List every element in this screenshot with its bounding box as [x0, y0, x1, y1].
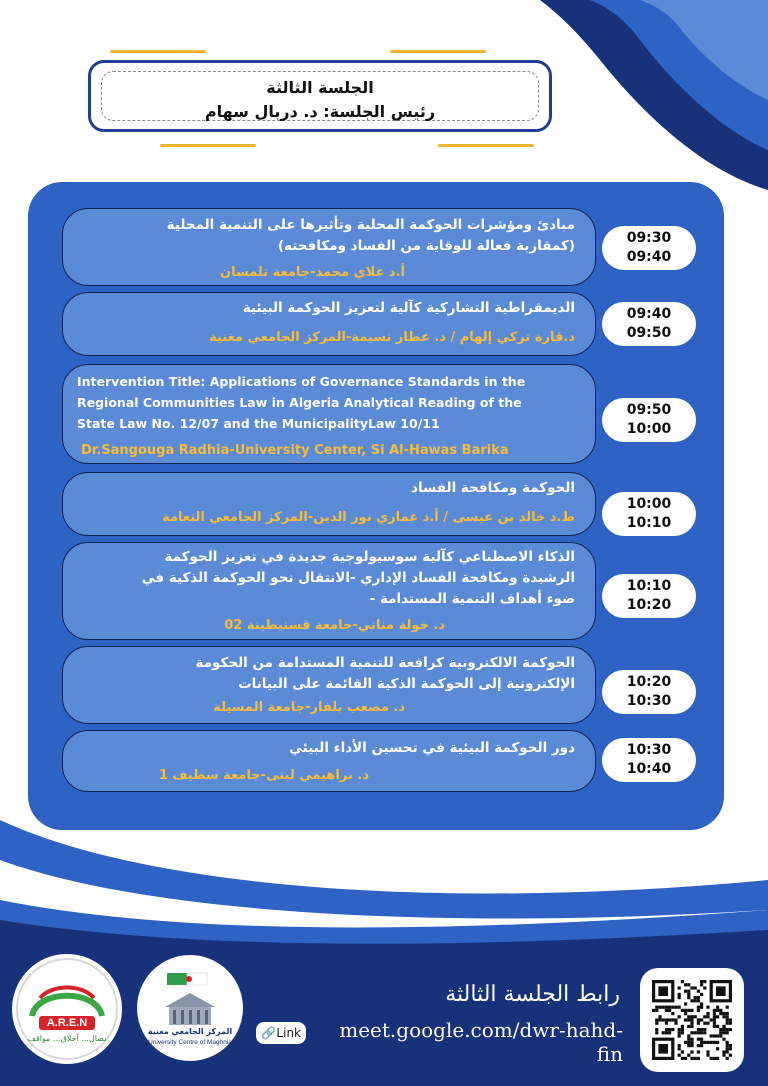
- header-deco-line: [110, 50, 206, 53]
- session-item: [62, 542, 596, 640]
- university-centre-logo: [134, 952, 246, 1064]
- link-badge[interactable]: 🔗 Link: [256, 1022, 306, 1044]
- session-item-title: الحوكمة الالكترونية كرافعة للتنمية المستدامة من الحكومة الإلكترونية إلى الحوكمة الذكية القائمة على البيانات: [195, 655, 575, 692]
- aren-logo-motto: نضال... أخلاق... مواقف: [27, 1034, 107, 1043]
- session-item: [62, 292, 596, 356]
- session-item: [62, 730, 596, 792]
- qr-code-frame: [640, 968, 744, 1072]
- header-deco-line: [438, 144, 534, 147]
- session-item-title: الحوكمة ومكافحة الفساد: [411, 480, 575, 496]
- qr-code[interactable]: [652, 980, 732, 1060]
- session-item-title: الذكاء الاصطناعي كآلية سوسيولوجية جديدة في تعزيز الحوكمة الرشيدة ومكافحة الفساد الإداري -الانتقال نحو الحوكمة الذكية في ضوء أهداف التنمية المستدامة -: [141, 549, 575, 607]
- meet-link-url[interactable]: meet.google.com/dwr-hahd-fin: [339, 1018, 623, 1066]
- session-item-title: دور الحوكمة البيئية في تحسين الأداء البيئي: [289, 740, 575, 756]
- session-item-title: Intervention Title: Applications of Governance Standards in the Regional Communities Law in Algeria Analytical Reading of the State Law No. 12/07 and the MunicipalityLaw 10/11: [77, 374, 526, 431]
- session-item-speaker: Dr.Sangouga Radhia-University Center, Si Al-Hawas Barika: [81, 443, 509, 458]
- university-logo-ar: المركز الجامعي مغنية: [147, 1027, 233, 1036]
- aren-logo-text: A.R.E.N: [46, 1017, 88, 1029]
- session-item-title: مبادئ ومؤشرات الحوكمة المحلية وتأثيرها على التنمية المحلية (كمقاربة فعالة للوقاية من الفساد ومكافحته): [166, 217, 575, 254]
- session-time-slot: 10:30 10:40: [602, 738, 696, 782]
- header-deco-line: [390, 50, 486, 53]
- header-deco-line: [160, 144, 256, 147]
- session-item-speaker: د. مصعب بلفار-جامعة المسيلة: [213, 700, 405, 715]
- session-title: الجلسة الثالثة: [266, 78, 374, 97]
- session-time-slot: 09:40 09:50: [602, 302, 696, 346]
- session-item-speaker: ط.د خالد بن عيسى / أ.د عماري نور الدين-المركز الجامعي النعامة: [162, 510, 575, 525]
- session-time-slot: 09:50 10:00: [602, 398, 696, 442]
- footer-swoosh: [0, 800, 768, 920]
- session-time-slot: 10:20 10:30: [602, 670, 696, 714]
- aren-logo: [12, 954, 122, 1064]
- session-time-slot: 10:00 10:10: [602, 492, 696, 536]
- session-link-label: رابط الجلسة الثالثة: [445, 982, 620, 1007]
- session-time-slot: 10:10 10:20: [602, 574, 696, 618]
- university-logo-en: University Centre of Maghnia: [148, 1039, 232, 1046]
- session-chair: رئيس الجلسة: د. دربال سهام: [204, 102, 436, 121]
- session-item-title: الديمقراطية التشاركية كآلية لتعزيز الحوكمة البيئية: [242, 300, 575, 316]
- session-item-speaker: د. براهيمي لبنى-جامعة سطيف 1: [158, 768, 369, 783]
- chain-link-icon: 🔗: [261, 1026, 276, 1040]
- session-item-speaker: أ.د غلاي محمد-جامعة تلمسان: [220, 265, 405, 280]
- session-time-slot: 09:30 09:40: [602, 226, 696, 270]
- session-item: [62, 472, 596, 536]
- session-header-inner: [101, 71, 539, 121]
- session-item: [62, 364, 596, 464]
- session-header-card: [88, 60, 552, 132]
- aren-logo-emblem: [12, 954, 122, 1064]
- session-item: [62, 208, 596, 286]
- session-item-speaker: د.قارة تركي إلهام / د. عطار نسيمة-المركز الجامعي مغنية: [209, 330, 575, 345]
- session-item: [62, 646, 596, 724]
- session-item-speaker: د. خولة مناني-جامعة قسنيطينة 02: [224, 618, 445, 633]
